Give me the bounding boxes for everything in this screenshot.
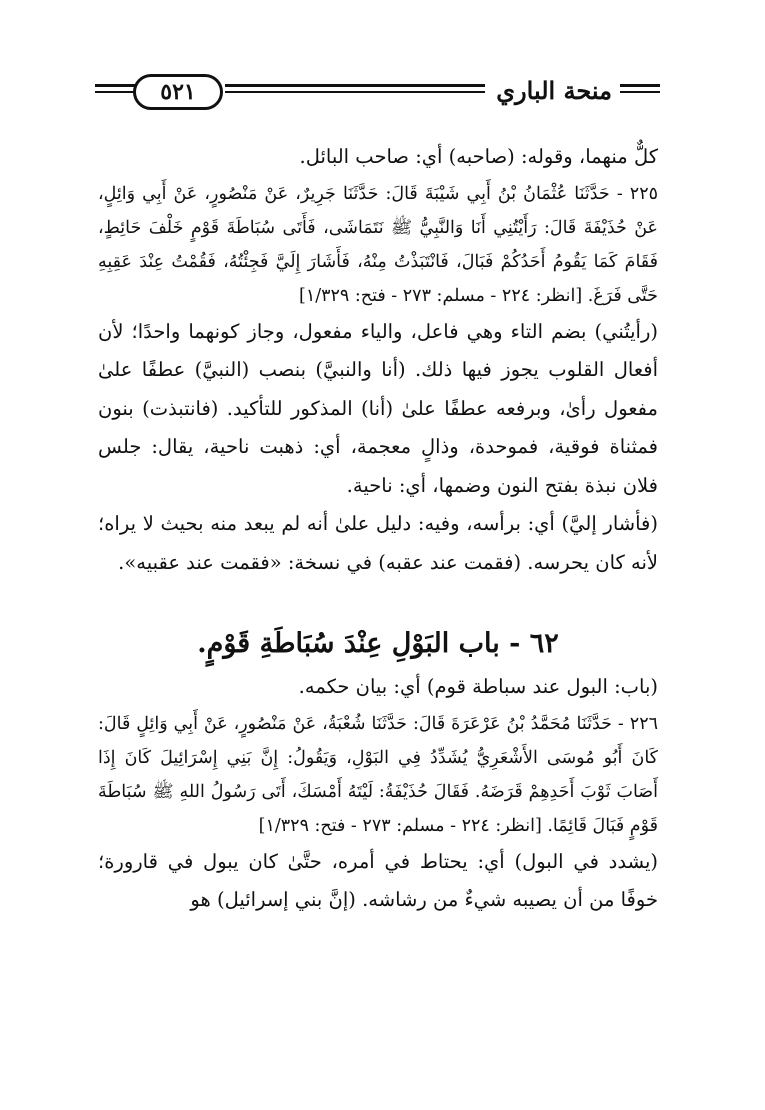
commentary-paragraph: (يشدد في البول) أي: يحتاط في أمره، حتَّىٰ كان يبول في قارورة؛ خوفًا من أن يصيبه شيءٌ من رشاشه. (إنَّ بني إسرائيل) هو	[98, 849, 658, 911]
page-header	[95, 70, 660, 116]
page-number: ٥٢١	[160, 79, 196, 105]
commentary-paragraph: (فأشار إليَّ) أي: برأسه، وفيه: دليل علىٰ أنه لم يبعد منه بحيث لا يراه؛ لأنه كان يحرسه. (فقمت عند عقبه) في نسخة: «فقمت عند عقبيه».	[98, 512, 658, 574]
chapter-heading: ٦٢ - باب البَوْلِ عِنْدَ سُبَاطَةِ قَوْمٍ.	[197, 628, 559, 659]
header-rule-right-bottom	[620, 91, 660, 93]
page-number-badge	[133, 74, 223, 110]
page-body	[98, 138, 658, 920]
book-title: منحة الباري	[496, 76, 612, 105]
hadith-text: ٢٢٦ - حَدَّثَنَا مُحَمَّدُ بْنُ عَرْعَرَةَ قَالَ: حَدَّثَنَا شُعْبَةُ، عَنْ مَنْصُورٍ، عَنْ أَبِي وَائِلٍ قَالَ: كَانَ أَبُو مُوسَى الأَشْعَرِيُّ يُشَدِّدُ فِي البَوْلِ، وَيَقُولُ: إِنَّ بَنِي إِسْرَائِيلَ كَانَ إِذَا أَصَابَ ثَوْبَ أَحَدِهِمْ قَرَضَهُ. فَقَالَ حُذَيْفَةُ: لَيْتَهُ أَمْسَكَ، أَتَى رَسُولُ اللهِ ﷺ سُبَاطَةَ قَوْمٍ فَبَالَ قَائِمًا. [انظر: ٢٢٤ - مسلم: ٢٧٣ - فتح: ١/٣٢٩]	[98, 713, 658, 836]
commentary-paragraph: كلٌّ منهما، وقوله: (صاحبه) أي: صاحب البائل.	[299, 145, 658, 168]
header-rule-left-bottom	[95, 91, 135, 93]
hadith-text: ٢٢٥ - حَدَّثَنَا عُثْمَانُ بْنُ أَبِي شَيْبَةَ قَالَ: حَدَّثَنَا جَرِيرٌ، عَنْ مَنْصُورٍ، عَنْ أَبِي وَائِلٍ، عَنْ حُذَيْفَةَ قَالَ: رَأَيْتُنِي أَنَا وَالنَّبِيُّ ﷺ نَتَمَاشَى، فَأَتَى سُبَاطَةَ قَوْمٍ خَلْفَ حَائِطٍ، فَقَامَ كَمَا يَقُومُ أَحَدُكُمْ فَبَالَ، فَانْتَبَذْتُ مِنْهُ، فَأَشَارَ إِلَيَّ فَجِئْتُهُ، فَقُمْتُ عِنْدَ عَقِبِهِ حَتَّى فَرَغَ. [انظر: ٢٢٤ - مسلم: ٢٧٣ - فتح: ١/٣٢٩]	[98, 183, 658, 306]
header-rule-top	[225, 84, 485, 87]
header-rule-left-top	[95, 84, 135, 87]
header-rule-right-top	[620, 84, 660, 87]
header-rule-bottom	[225, 91, 485, 93]
commentary-paragraph: (باب: البول عند سباطة قوم) أي: بيان حكمه.	[298, 675, 658, 698]
commentary-paragraph: (رأيتُني) بضم التاء وهي فاعل، والياء مفعول، وجاز كونهما واحدًا؛ لأن أفعال القلوب يجوز فيها ذلك. (أنا والنبيَّ) بنصب (النبيَّ) عطفًا علىٰ مفعول رأىٰ، وبرفعه عطفًا علىٰ (أنا) المذكور للتأكيد. (فانتبذت) بنون فمثناة فوقية، فموحدة، وذالٍ معجمة، أي: ذهبت ناحية، يقال: جلس فلان نبذة بفتح النون وضمها، أي: ناحية.	[98, 319, 658, 497]
